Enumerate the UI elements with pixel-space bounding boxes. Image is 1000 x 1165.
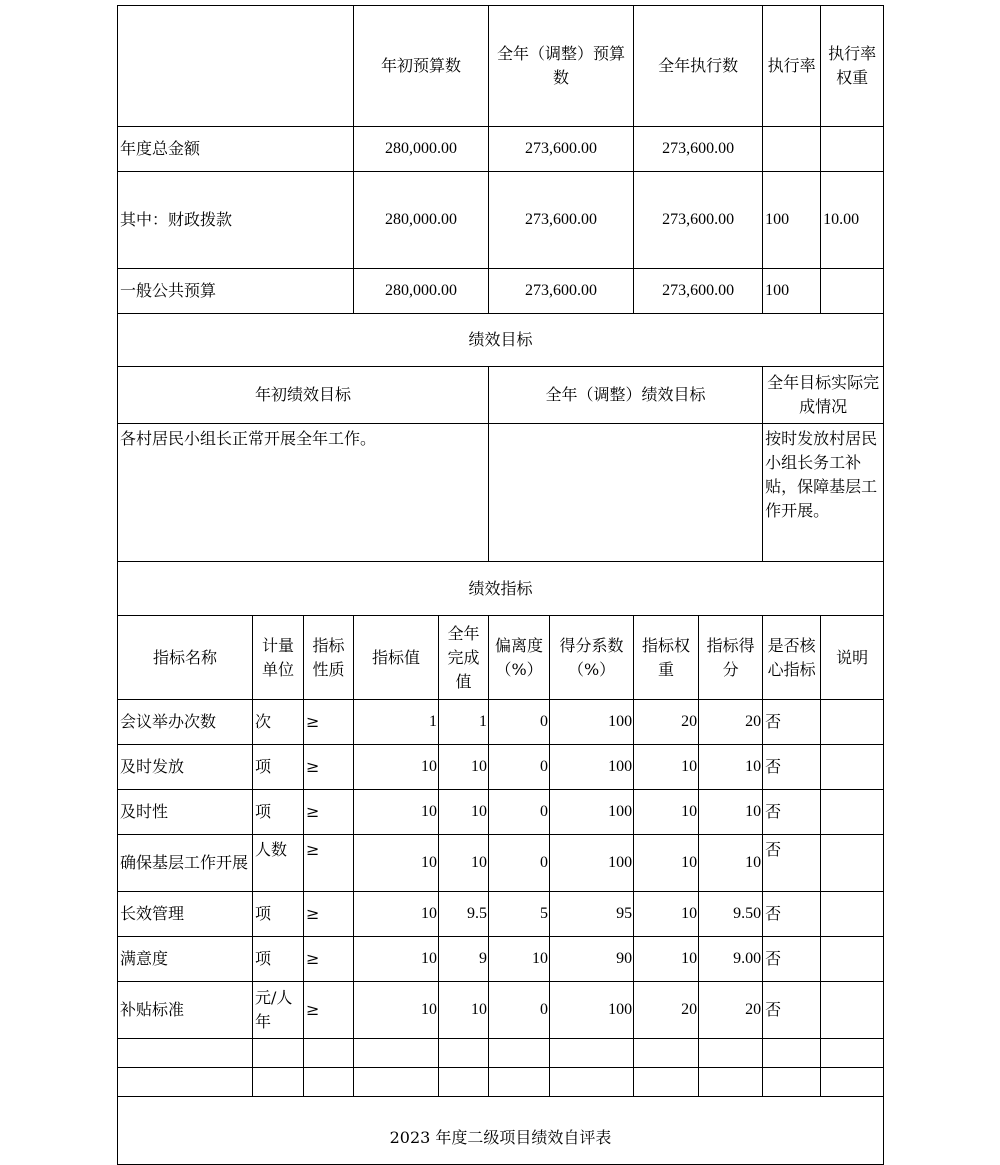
indicator-actual: 1 — [439, 700, 489, 745]
indicator-core: 否 — [763, 892, 821, 937]
indicator-target: 10 — [354, 892, 439, 937]
performance-table — [117, 5, 884, 1165]
budget-row-rate: 100 — [763, 269, 821, 314]
indicator-score: 20 — [699, 700, 763, 745]
indicator-row — [118, 937, 884, 982]
budget-row-initial: 280,000.00 — [354, 172, 489, 269]
indicator-note-header: 说明 — [821, 616, 884, 700]
budget-row — [118, 172, 884, 269]
indicator-weight: 10 — [634, 790, 699, 835]
budget-row-label: 一般公共预算 — [118, 269, 354, 314]
budget-row-executed: 273,600.00 — [634, 269, 763, 314]
indicator-nature: ≥ — [304, 700, 354, 745]
indicator-deviation: 0 — [489, 790, 550, 835]
goals-section-title: 绩效目标 — [118, 314, 884, 367]
indicator-deviation: 5 — [489, 892, 550, 937]
indicator-target: 10 — [354, 790, 439, 835]
goals-initial-header: 年初绩效目标 — [118, 367, 489, 424]
indicator-nature: ≥ — [304, 937, 354, 982]
indicator-weight: 20 — [634, 700, 699, 745]
indicator-target-header: 指标值 — [354, 616, 439, 700]
empty-row — [118, 1039, 884, 1068]
indicator-coef: 90 — [550, 937, 634, 982]
indicator-score: 10 — [699, 745, 763, 790]
budget-rate-header: 执行率 — [763, 6, 821, 127]
footer-title: 2023 年度二级项目绩效自评表 — [118, 1097, 884, 1165]
budget-executed-header: 全年执行数 — [634, 6, 763, 127]
indicator-core: 否 — [763, 745, 821, 790]
budget-row-label: 其中：财政拨款 — [118, 172, 354, 269]
budget-row-initial: 280,000.00 — [354, 127, 489, 172]
indicator-weight: 10 — [634, 745, 699, 790]
indicator-actual: 9 — [439, 937, 489, 982]
budget-corner-cell — [118, 6, 354, 127]
budget-row-adjusted: 273,600.00 — [489, 127, 634, 172]
indicator-nature: ≥ — [304, 790, 354, 835]
budget-adjusted-header: 全年（调整）预算数 — [489, 6, 634, 127]
indicator-coef: 95 — [550, 892, 634, 937]
empty-row — [118, 1068, 884, 1097]
indicator-coef-header: 得分系数（%） — [550, 616, 634, 700]
indicator-note — [821, 892, 884, 937]
budget-row-adjusted: 273,600.00 — [489, 269, 634, 314]
indicator-core: 否 — [763, 937, 821, 982]
budget-row-rate — [763, 127, 821, 172]
indicator-nature: ≥ — [304, 745, 354, 790]
indicator-core: 否 — [763, 700, 821, 745]
budget-row-rate: 100 — [763, 172, 821, 269]
indicator-row — [118, 982, 884, 1039]
budget-initial-header: 年初预算数 — [354, 6, 489, 127]
indicator-actual: 10 — [439, 790, 489, 835]
indicator-note — [821, 790, 884, 835]
indicator-deviation-header: 偏离度（%） — [489, 616, 550, 700]
indicator-row — [118, 700, 884, 745]
budget-row — [118, 127, 884, 172]
budget-row-weight — [821, 269, 884, 314]
indicator-nature-header: 指标性质 — [304, 616, 354, 700]
budget-row-weight: 10.00 — [821, 172, 884, 269]
indicator-unit-header: 计量单位 — [253, 616, 304, 700]
indicator-weight: 10 — [634, 835, 699, 892]
indicator-coef: 100 — [550, 835, 634, 892]
footer-row — [118, 1097, 884, 1165]
indicator-name: 满意度 — [118, 937, 253, 982]
indicator-name: 及时发放 — [118, 745, 253, 790]
indicator-core: 否 — [763, 790, 821, 835]
goals-content-row — [118, 424, 884, 562]
indicator-coef: 100 — [550, 745, 634, 790]
indicator-core-header: 是否核心指标 — [763, 616, 821, 700]
indicator-row — [118, 745, 884, 790]
indicators-section-title: 绩效指标 — [118, 562, 884, 616]
budget-row-executed: 273,600.00 — [634, 127, 763, 172]
indicators-header-row — [118, 616, 884, 700]
indicator-note — [821, 700, 884, 745]
indicator-weight: 10 — [634, 937, 699, 982]
indicators-section-row — [118, 562, 884, 616]
indicator-score: 10 — [699, 790, 763, 835]
indicator-unit: 项 — [253, 892, 304, 937]
goals-header-row — [118, 367, 884, 424]
indicator-coef: 100 — [550, 982, 634, 1039]
indicator-name: 补贴标准 — [118, 982, 253, 1039]
indicator-score: 20 — [699, 982, 763, 1039]
indicator-unit: 人数 — [253, 835, 304, 892]
indicator-weight: 20 — [634, 982, 699, 1039]
budget-row-adjusted: 273,600.00 — [489, 172, 634, 269]
indicator-nature: ≥ — [304, 982, 354, 1039]
indicator-actual: 10 — [439, 835, 489, 892]
indicator-weight-header: 指标权重 — [634, 616, 699, 700]
indicator-deviation: 0 — [489, 745, 550, 790]
indicator-unit: 项 — [253, 937, 304, 982]
indicator-unit: 项 — [253, 745, 304, 790]
goals-initial-text: 各村居民小组长正常开展全年工作。 — [118, 424, 489, 562]
indicator-target: 1 — [354, 700, 439, 745]
indicator-score: 9.50 — [699, 892, 763, 937]
indicator-note — [821, 835, 884, 892]
indicator-note — [821, 982, 884, 1039]
budget-row — [118, 269, 884, 314]
indicator-core: 否 — [763, 835, 821, 892]
indicator-name: 及时性 — [118, 790, 253, 835]
budget-row-initial: 280,000.00 — [354, 269, 489, 314]
goals-actual-header: 全年目标实际完成情况 — [763, 367, 884, 424]
indicator-target: 10 — [354, 982, 439, 1039]
budget-row-executed: 273,600.00 — [634, 172, 763, 269]
indicator-actual: 10 — [439, 982, 489, 1039]
indicator-deviation: 0 — [489, 700, 550, 745]
indicator-actual-header: 全年完成值 — [439, 616, 489, 700]
indicator-name-header: 指标名称 — [118, 616, 253, 700]
indicator-deviation: 0 — [489, 835, 550, 892]
indicator-target: 10 — [354, 745, 439, 790]
indicator-nature: ≥ — [304, 835, 354, 892]
indicator-weight: 10 — [634, 892, 699, 937]
budget-row-weight — [821, 127, 884, 172]
budget-row-label: 年度总金额 — [118, 127, 354, 172]
indicator-unit: 元/人年 — [253, 982, 304, 1039]
indicator-coef: 100 — [550, 790, 634, 835]
indicator-score-header: 指标得分 — [699, 616, 763, 700]
indicator-unit: 次 — [253, 700, 304, 745]
indicator-actual: 9.5 — [439, 892, 489, 937]
indicator-name: 会议举办次数 — [118, 700, 253, 745]
indicator-name: 确保基层工作开展 — [118, 835, 253, 892]
budget-header-row — [118, 6, 884, 127]
goals-actual-text: 按时发放村居民小组长务工补贴，保障基层工作开展。 — [763, 424, 884, 562]
indicator-unit: 项 — [253, 790, 304, 835]
indicator-score: 10 — [699, 835, 763, 892]
indicator-note — [821, 745, 884, 790]
indicator-core: 否 — [763, 982, 821, 1039]
goals-adjusted-header: 全年（调整）绩效目标 — [489, 367, 763, 424]
indicator-row — [118, 790, 884, 835]
goals-section-row — [118, 314, 884, 367]
indicator-actual: 10 — [439, 745, 489, 790]
budget-weight-header: 执行率权重 — [821, 6, 884, 127]
indicator-score: 9.00 — [699, 937, 763, 982]
indicator-row — [118, 835, 884, 892]
indicator-target: 10 — [354, 937, 439, 982]
indicator-note — [821, 937, 884, 982]
indicator-nature: ≥ — [304, 892, 354, 937]
goals-adjusted-text — [489, 424, 763, 562]
indicator-row — [118, 892, 884, 937]
indicator-deviation: 0 — [489, 982, 550, 1039]
indicator-name: 长效管理 — [118, 892, 253, 937]
indicator-coef: 100 — [550, 700, 634, 745]
indicator-deviation: 10 — [489, 937, 550, 982]
indicator-target: 10 — [354, 835, 439, 892]
